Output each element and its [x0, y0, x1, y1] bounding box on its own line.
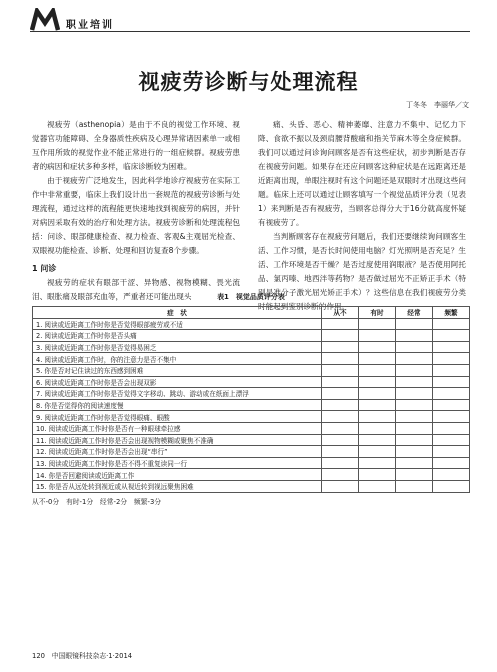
rating-cell[interactable]: [322, 422, 359, 434]
table-row: [33, 399, 470, 411]
rating-cell[interactable]: [359, 318, 396, 330]
score-table: [32, 306, 470, 493]
column-header: 频繁: [433, 307, 470, 319]
rating-cell[interactable]: [322, 341, 359, 353]
table-row: [33, 446, 470, 458]
body-paragraph: 视疲劳（asthenopia）是由于不良的视觉工作环境、视觉器官功能障碍、全身器质性疾病及心理异常诸因素单一或相互作用所致的视觉作业不能正常进行的一组症候群。视疲劳患者的病因和症状多种多样，临床诊断较为困难。: [32, 120, 240, 171]
rating-cell[interactable]: [396, 457, 433, 469]
header-rule: [30, 31, 470, 32]
column-header: 有时: [359, 307, 396, 319]
rating-cell[interactable]: [359, 399, 396, 411]
rating-cell[interactable]: [359, 469, 396, 481]
symptom-cell: 10. 阅读或近距离工作时你是否有一种眼球牵拉感: [33, 422, 322, 434]
rating-cell[interactable]: [322, 446, 359, 458]
rating-cell[interactable]: [433, 434, 470, 446]
rating-cell[interactable]: [359, 446, 396, 458]
rating-cell[interactable]: [396, 330, 433, 342]
rating-cell[interactable]: [433, 399, 470, 411]
symptom-cell: 3. 阅读或近距离工作时你是否觉得易困乏: [33, 341, 322, 353]
rating-cell[interactable]: [322, 353, 359, 365]
article-authors: 丁冬冬 李丽华／文: [406, 101, 469, 109]
body-paragraph: 视疲劳的症状有眼部干涩、异物感、视物模糊、畏光流泪、眼胀痛及眼部充血等，严重者还可能出现头: [32, 278, 240, 301]
table-row: [33, 376, 470, 388]
rating-cell[interactable]: [359, 388, 396, 400]
table-caption: 表1 视觉品质评分表: [217, 293, 285, 301]
table-row: [33, 388, 470, 400]
table-header-row: [33, 307, 470, 319]
rating-cell[interactable]: [433, 480, 470, 492]
rating-cell[interactable]: [433, 341, 470, 353]
symptom-cell: 1. 阅读或近距离工作时你是否觉得眼部疲劳或不适: [33, 318, 322, 330]
symptom-cell: 9. 阅读或近距离工作时你是否觉得眼痛、眼酸: [33, 411, 322, 423]
table-row: [33, 434, 470, 446]
body-paragraph: 当判断顾客存在视疲劳问题后，我们还要继续询问顾客生活、工作习惯，是否长时间使用电脑？灯光照明是否充足？生活、工作环境是否干燥？是否过度使用润眼液？是否使用阿托品、氯丙嗪、地西泮等药物？是否做过屈光不正矫正手术（特别是准分子激光屈光矫正手术）？这些信息在我们视疲劳分类时能起到鉴别诊断的作用。: [258, 232, 466, 311]
table-row: [33, 411, 470, 423]
symptom-cell: 11. 阅读或近距离工作时你是否会出现视物模糊或聚焦不准确: [33, 434, 322, 446]
column-header: 经常: [396, 307, 433, 319]
table-row: [33, 318, 470, 330]
rating-cell[interactable]: [322, 364, 359, 376]
symptom-cell: 7. 阅读或近距离工作时你是否觉得文字移动、跳动、游动或在纸面上漂浮: [33, 388, 322, 400]
page-header: [30, 8, 470, 34]
rating-cell[interactable]: [433, 388, 470, 400]
rating-cell[interactable]: [396, 446, 433, 458]
rating-cell[interactable]: [433, 318, 470, 330]
rating-cell[interactable]: [433, 446, 470, 458]
table-row: [33, 457, 470, 469]
table-row: [33, 341, 470, 353]
rating-cell[interactable]: [322, 318, 359, 330]
symptom-cell: 15. 你是否从远处转到视近或从视近转到视远聚焦困难: [33, 480, 322, 492]
rating-cell[interactable]: [396, 399, 433, 411]
symptom-cell: 6. 阅读或近距离工作时你是否会出现双影: [33, 376, 322, 388]
rating-cell[interactable]: [433, 353, 470, 365]
rating-cell[interactable]: [322, 388, 359, 400]
rating-cell[interactable]: [359, 457, 396, 469]
table-row: [33, 422, 470, 434]
symptom-cell: 14. 你是否回避阅读或近距离工作: [33, 469, 322, 481]
rating-cell[interactable]: [433, 469, 470, 481]
table-row: [33, 480, 470, 492]
rating-cell[interactable]: [396, 353, 433, 365]
rating-cell[interactable]: [396, 376, 433, 388]
article-title: 视疲劳诊断与处理流程: [138, 69, 359, 94]
right-column: [258, 118, 466, 314]
rating-cell[interactable]: [322, 434, 359, 446]
page-footer: 120 中国眼镜科技杂志·1·2014: [32, 652, 133, 660]
rating-cell[interactable]: [433, 411, 470, 423]
rating-cell[interactable]: [359, 341, 396, 353]
rating-cell[interactable]: [396, 422, 433, 434]
table-row: [33, 353, 470, 365]
rating-cell[interactable]: [396, 388, 433, 400]
symptom-cell: 4. 阅读或近距离工作时，你的注意力是否不集中: [33, 353, 322, 365]
rating-cell[interactable]: [396, 364, 433, 376]
rating-cell[interactable]: [396, 318, 433, 330]
column-header: 症 状: [33, 307, 322, 319]
symptom-cell: 2. 阅读或近距离工作时你是否头痛: [33, 330, 322, 342]
symptom-cell: 8. 你是否觉得你的阅读速度慢: [33, 399, 322, 411]
rating-cell[interactable]: [359, 480, 396, 492]
rating-cell[interactable]: [322, 330, 359, 342]
table-row: [33, 469, 470, 481]
rating-cell[interactable]: [433, 457, 470, 469]
rating-cell[interactable]: [433, 422, 470, 434]
table-row: [33, 364, 470, 376]
left-column: [32, 118, 240, 304]
rating-cell[interactable]: [359, 353, 396, 365]
rating-cell[interactable]: [396, 411, 433, 423]
rating-cell[interactable]: [359, 376, 396, 388]
rating-cell[interactable]: [359, 364, 396, 376]
rating-cell[interactable]: [359, 330, 396, 342]
body-paragraph: 痛、头昏、恶心、精神萎靡、注意力不集中、记忆力下降、食欲不振以及颈肩腰背酸痛和指关节麻木等全身症候群。我们可以通过问诊询问顾客是否有这些症状，初步判断是否存在视疲劳问题。如果存在还应问顾客这种症状是在远距离还是近距离出现，单眼注视时有这个问题还是双眼时才出现这些问题。临床上还可以通过让顾客填写一个视觉品质评分表（见表1）来判断是否有视疲劳，当顾客总得分大于16分就高度怀疑有视疲劳了。: [258, 120, 466, 227]
rating-cell[interactable]: [322, 469, 359, 481]
rating-cell[interactable]: [433, 364, 470, 376]
table-row: [33, 330, 470, 342]
symptom-cell: 12. 阅读或近距离工作时你是否会出现“串行”: [33, 446, 322, 458]
rating-cell[interactable]: [396, 341, 433, 353]
section-heading: 1 问诊: [32, 264, 57, 273]
rating-cell[interactable]: [433, 330, 470, 342]
rating-cell[interactable]: [322, 480, 359, 492]
symptom-cell: 5. 你是否对记住读过的东西感到困难: [33, 364, 322, 376]
visual-quality-table: [32, 292, 470, 506]
rating-cell[interactable]: [396, 469, 433, 481]
body-paragraph: 由于视疲劳广泛地发生，因此科学地诊疗视疲劳在实际工作中非常重要，临床上我们设计出一套规范的视疲劳诊断与处理流程，通过这样的流程能更快速地找到视疲劳的病因，并针对病因采取有效的治疗和处理方法。视疲劳诊断和处理流程包括：问诊、眼部健康检查、视力检查、客观&主观屈光检查、双眼视功能检查、诊断、处理和回访复查8个步骤。: [32, 176, 240, 255]
symptom-cell: 13. 阅读或近距离工作时你是否不得不重复读同一行: [33, 457, 322, 469]
rating-cell[interactable]: [322, 376, 359, 388]
rating-cell[interactable]: [433, 376, 470, 388]
rating-cell[interactable]: [322, 399, 359, 411]
rating-cell[interactable]: [359, 411, 396, 423]
rating-cell[interactable]: [359, 422, 396, 434]
rating-cell[interactable]: [322, 411, 359, 423]
section-name: 职业培训: [66, 20, 114, 31]
column-header: 从不: [322, 307, 359, 319]
rating-cell[interactable]: [359, 434, 396, 446]
rating-cell[interactable]: [396, 480, 433, 492]
scoring-legend: 从不-0分 有时-1分 经常-2分 频繁-3分: [32, 497, 162, 506]
rating-cell[interactable]: [396, 434, 433, 446]
rating-cell[interactable]: [322, 457, 359, 469]
